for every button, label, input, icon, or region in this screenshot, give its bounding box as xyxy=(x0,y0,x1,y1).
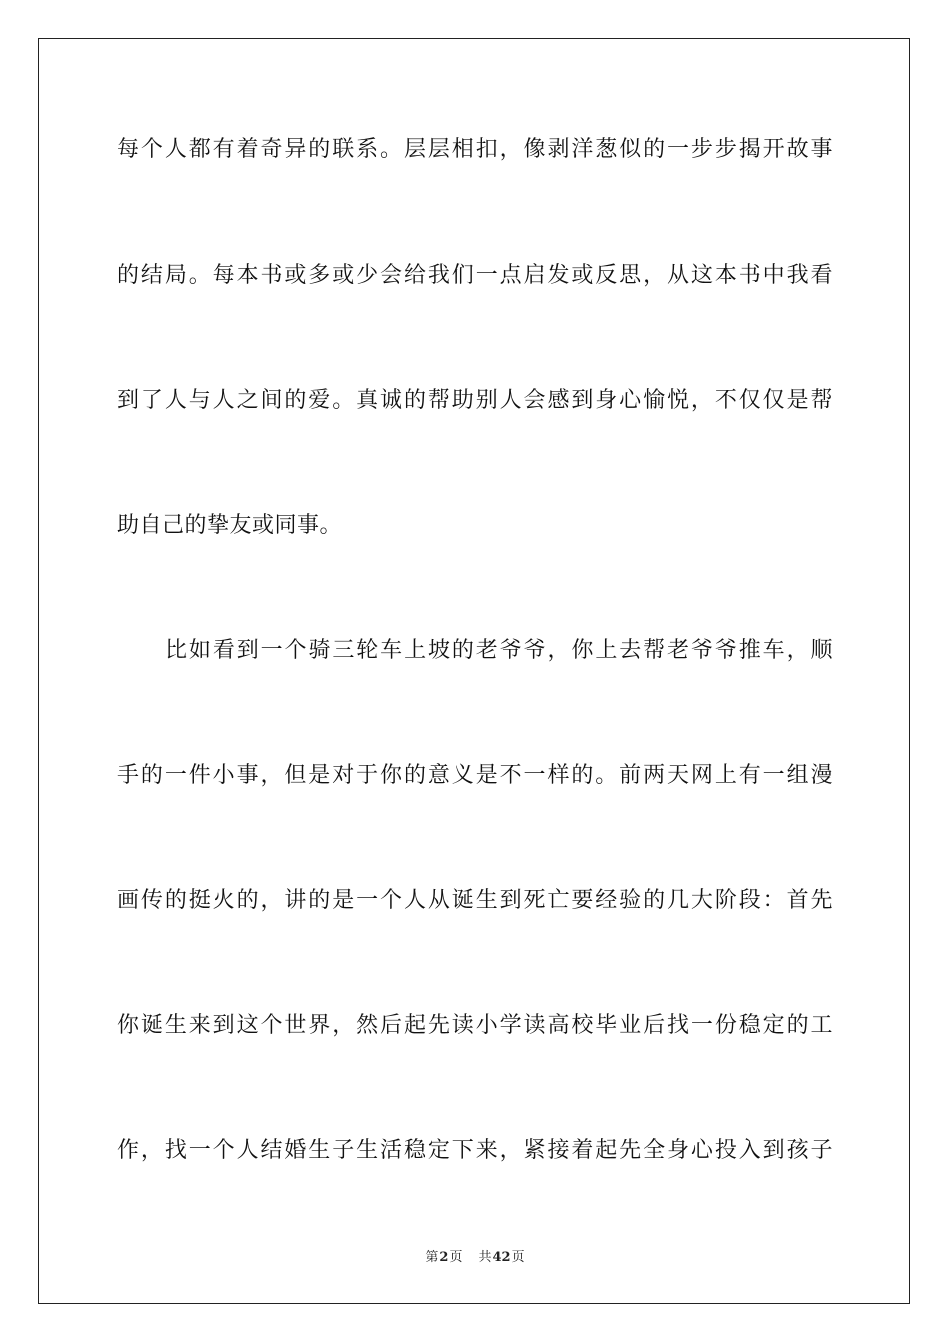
body-text-line: 画传的挺火的，讲的是一个人从诞生到死亡要经验的几大阶段：首先 xyxy=(117,888,833,913)
body-text-line: 手的一件小事，但是对于你的意义是不一样的。前两天网上有一组漫 xyxy=(117,763,833,788)
total-prefix: 共 xyxy=(478,1250,492,1265)
page-prefix: 第 xyxy=(425,1250,439,1265)
total-pages: 42 xyxy=(492,1250,511,1265)
body-text-line: 到了人与人之间的爱。真诚的帮助别人会感到身心愉悦，不仅仅是帮 xyxy=(117,388,833,413)
page-suffix: 页 xyxy=(449,1250,463,1265)
body-text-line: 你诞生来到这个世界，然后起先读小学读高校毕业后找一份稳定的工 xyxy=(117,1013,833,1038)
total-suffix: 页 xyxy=(511,1250,525,1265)
body-text-line: 助自己的挚友或同事。 xyxy=(117,513,343,538)
page-border xyxy=(38,38,910,1304)
page-footer xyxy=(0,1250,950,1266)
body-text-line: 每个人都有着奇异的联系。层层相扣，像剥洋葱似的一步步揭开故事 xyxy=(117,137,833,162)
body-text-line: 作，找一个人结婚生子生活稳定下来，紧接着起先全身心投入到孩子 xyxy=(117,1138,833,1163)
paragraph-first-line: 比如看到一个骑三轮车上坡的老爷爷，你上去帮老爷爷推车，顺 xyxy=(165,638,833,663)
body-text-line: 的结局。每本书或多或少会给我们一点启发或反思，从这本书中我看 xyxy=(117,263,833,288)
page-number: 2 xyxy=(439,1250,449,1265)
